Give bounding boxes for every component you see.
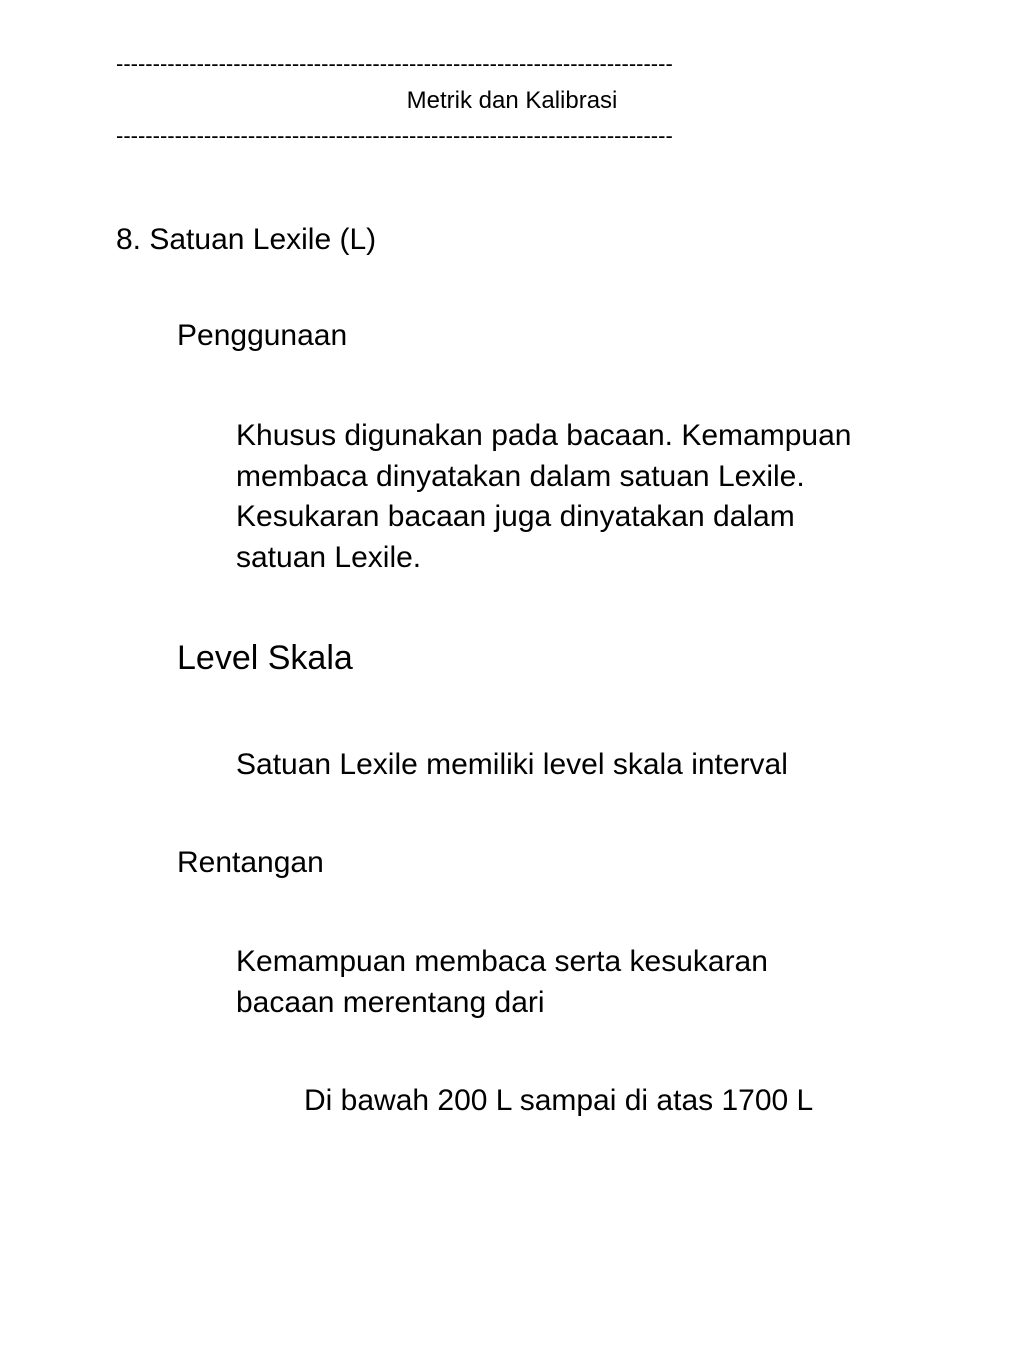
scale-heading: Level Skala (177, 639, 353, 677)
header-rule-bottom: ---------------------------------------------------------------------------- (116, 123, 673, 148)
usage-line: membaca dinyatakan dalam satuan Lexile. (236, 459, 805, 493)
range-heading: Rentangan (177, 846, 324, 879)
scale-text: Satuan Lexile memiliki level skala interval (236, 748, 788, 781)
usage-line: Kesukaran bacaan juga dinyatakan dalam (236, 500, 795, 533)
range-paragraph (236, 942, 768, 1023)
usage-line: satuan Lexile. (236, 540, 422, 574)
usage-heading: Penggunaan (177, 319, 348, 352)
usage-line: Khusus digunakan pada bacaan. Kemampuan (236, 419, 852, 452)
range-line: Kemampuan membaca serta kesukaran (236, 945, 768, 978)
range-line: bacaan merentang dari (236, 985, 545, 1019)
section-title: 8. Satuan Lexile (L) (116, 223, 377, 256)
header-rule-top: ---------------------------------------------------------------------------- (116, 51, 673, 76)
usage-paragraph (236, 416, 851, 578)
header-title: Metrik dan Kalibrasi (406, 87, 618, 114)
range-value: Di bawah 200 L sampai di atas 1700 L (304, 1084, 814, 1117)
